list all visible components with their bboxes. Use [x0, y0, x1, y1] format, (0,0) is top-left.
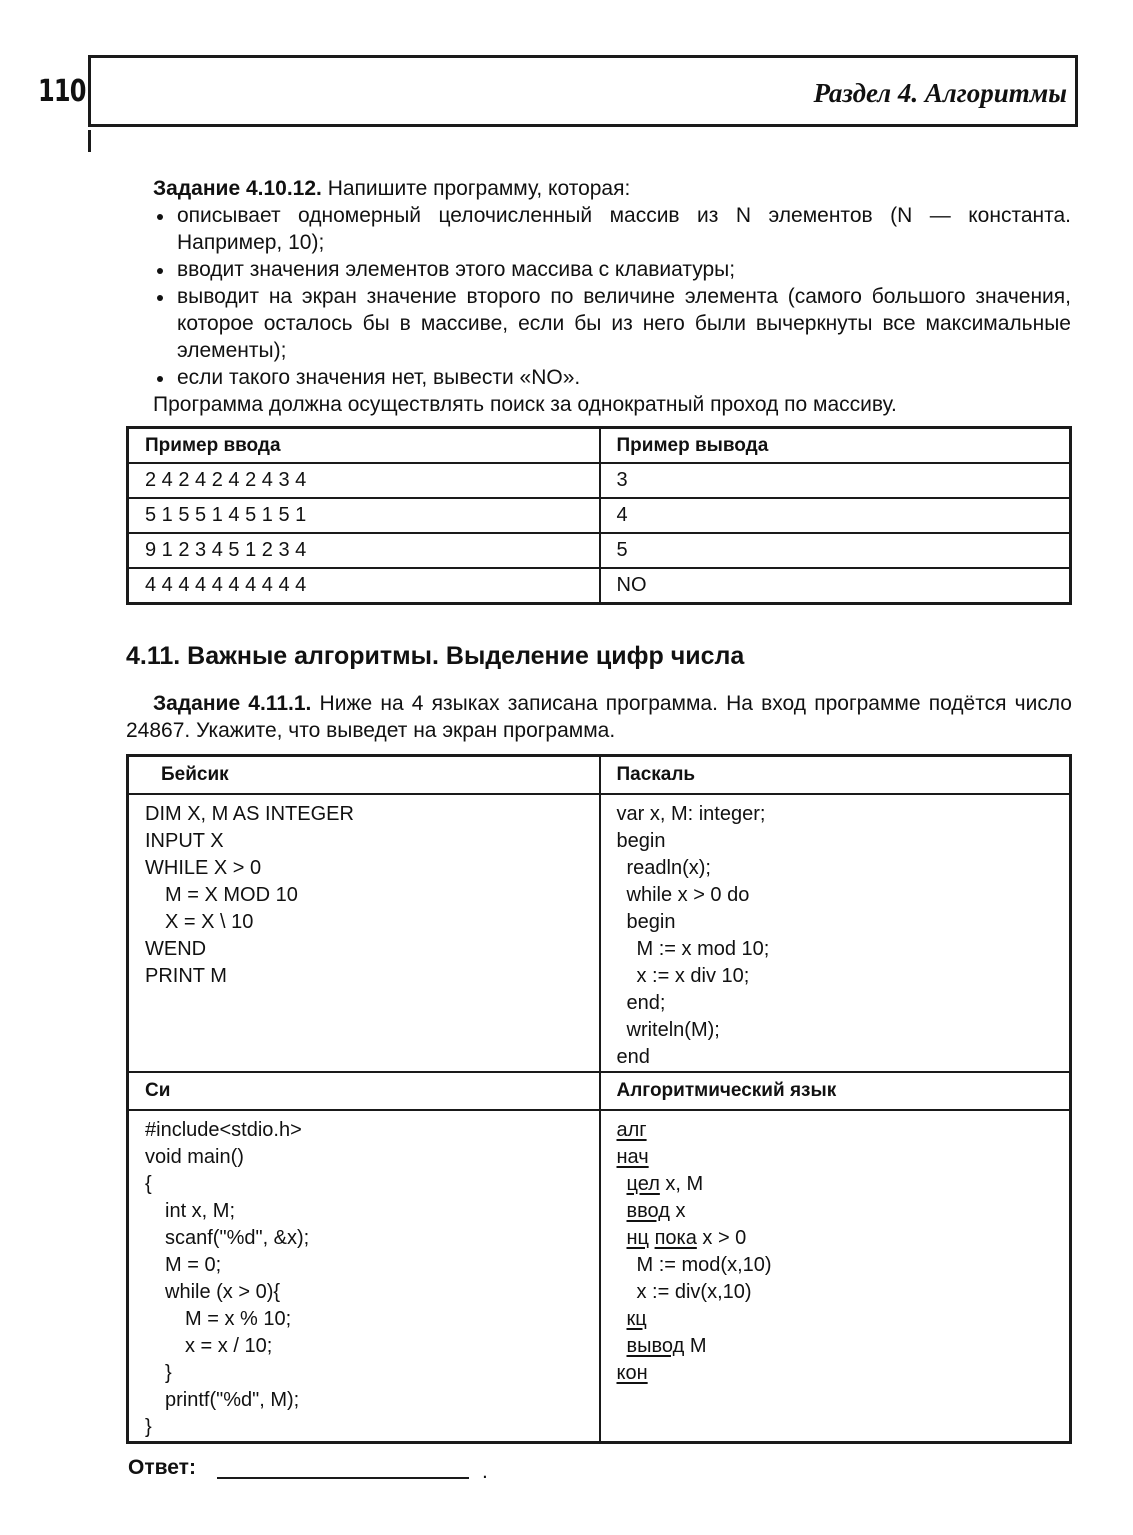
code-line: [617, 1306, 1070, 1333]
table-row: [128, 1110, 1071, 1443]
code-line: }: [165, 1362, 172, 1384]
code-line: writeln(M);: [626, 1019, 720, 1041]
keyword-vyvod: вывод: [626, 1335, 685, 1357]
keyword-kc: кц: [626, 1308, 647, 1330]
keyword-vvod: ввод: [626, 1200, 670, 1222]
code-line: [617, 1198, 1070, 1225]
answer-label: Ответ:: [128, 1456, 196, 1479]
code-line: DIM X, M AS INTEGER: [145, 803, 354, 825]
task-label: Задание 4.10.12.: [153, 177, 322, 200]
table-row: [128, 794, 1071, 1072]
output-cell: 3: [600, 463, 1071, 498]
alg-header: Алгоритмический язык: [600, 1072, 1071, 1110]
code-line: end;: [626, 992, 666, 1014]
input-cell: 2 4 2 4 2 4 2 4 3 4: [128, 463, 600, 498]
code-line: X = X \ 10: [165, 911, 254, 933]
section-heading: 4.11. Важные алгоритмы. Выделение цифр числа: [126, 642, 745, 670]
code-line: INPUT X: [145, 830, 224, 852]
code-line: readln(x);: [626, 857, 711, 879]
keyword-nc: нц: [626, 1227, 649, 1249]
list-item: если такого значения нет, вывести «NO».: [153, 364, 1071, 391]
keyword-kon: кон: [616, 1362, 648, 1384]
code-table: [126, 754, 1072, 1444]
code-line: x := div(x,10): [636, 1281, 752, 1303]
code-line: int x, M;: [165, 1200, 236, 1222]
table-row: [128, 568, 1071, 604]
code-line: M = x % 10;: [185, 1308, 292, 1330]
code-line: #include<stdio.h>: [145, 1119, 302, 1141]
code-line: end: [616, 1046, 650, 1068]
output-cell: 5: [600, 533, 1071, 568]
code-line: PRINT M: [145, 965, 227, 987]
task-4-11-1: [126, 690, 1072, 744]
code-line: }: [145, 1416, 152, 1438]
table-header-row: [128, 428, 1071, 464]
c-code: [128, 1110, 600, 1443]
answer-dot: .: [482, 1460, 488, 1483]
code-line: begin: [616, 830, 666, 852]
input-cell: 4 4 4 4 4 4 4 4 4 4: [128, 568, 600, 604]
list-item: вводит значения элементов этого массива с клавиатуры;: [153, 256, 1071, 283]
code-line: [617, 1144, 1070, 1171]
table-header-row: [128, 756, 1071, 795]
column-header-input: Пример ввода: [128, 428, 600, 464]
pascal-code: [600, 794, 1071, 1072]
output-cell: NO: [600, 568, 1071, 604]
section-running-title: Раздел 4. Алгоритмы: [813, 78, 1067, 108]
table-row: [128, 463, 1071, 498]
page-number: 110: [38, 74, 86, 109]
code-line: begin: [626, 911, 676, 933]
keyword-cel: цел: [626, 1173, 660, 1195]
pascal-header: Паскаль: [600, 756, 1071, 795]
basic-header: Бейсик: [128, 756, 600, 795]
code-line: [617, 1225, 1070, 1252]
code-line: WEND: [145, 938, 207, 960]
output-cell: 4: [600, 498, 1071, 533]
list-item: выводит на экран значение второго по величине элемента (самого большого значения, которое осталось бы в массиве, если бы из него были вычеркнуты все максимальные элементы);: [153, 283, 1071, 364]
column-header-output: Пример вывода: [600, 428, 1071, 464]
code-line: M := x mod 10;: [636, 938, 770, 960]
code-line: scanf("%d", &x);: [165, 1227, 310, 1249]
input-cell: 9 1 2 3 4 5 1 2 3 4: [128, 533, 600, 568]
code-line: WHILE X > 0: [145, 857, 262, 879]
task-intro-text: Напишите программу, которая:: [327, 177, 631, 200]
code-line: M := mod(x,10): [636, 1254, 772, 1276]
code-line: while x > 0 do: [626, 884, 750, 906]
code-line: printf("%d", M);: [165, 1389, 300, 1411]
code-line: x = x / 10;: [185, 1335, 273, 1357]
code-line: [617, 1171, 1070, 1198]
list-item: описывает одномерный целочисленный массив из N элементов (N — константа. Например, 10);: [153, 202, 1071, 256]
code-text: x: [669, 1200, 686, 1222]
code-text: M: [684, 1335, 707, 1357]
keyword-nach: нач: [616, 1146, 649, 1168]
code-line: [617, 1360, 1070, 1387]
code-line: M = 0;: [165, 1254, 222, 1276]
code-line: M = X MOD 10: [165, 884, 298, 906]
code-line: {: [145, 1173, 152, 1195]
basic-code: [128, 794, 600, 1072]
code-line: void main(): [145, 1146, 244, 1168]
input-cell: 5 1 5 5 1 4 5 1 5 1: [128, 498, 600, 533]
alg-code: [600, 1110, 1071, 1443]
code-line: [617, 1117, 1070, 1144]
c-header: Си: [128, 1072, 600, 1110]
keyword-alg: алг: [616, 1119, 647, 1141]
keyword-poka: пока: [654, 1227, 697, 1249]
running-header: [88, 55, 1078, 127]
task-text: Ниже на 4 языках записана программа. На вход программе подётся число 24867. Укажите, что выведет на экран программа.: [126, 692, 1072, 742]
task-4-10-12: [153, 175, 1071, 418]
task-label: Задание 4.11.1.: [153, 692, 312, 715]
task-intro: [153, 175, 1071, 202]
table-row: [128, 498, 1071, 533]
code-line: [617, 1333, 1070, 1360]
code-text: x, M: [659, 1173, 704, 1195]
code-text: x > 0: [696, 1227, 747, 1249]
code-line: var x, M: integer;: [616, 803, 766, 825]
table-header-row: [128, 1072, 1071, 1110]
code-line: while (x > 0){: [165, 1281, 281, 1303]
examples-table: [126, 426, 1072, 605]
requirements-list: [153, 202, 1071, 391]
table-row: [128, 533, 1071, 568]
answer-blank-line: [217, 1477, 469, 1479]
task-note: Программа должна осуществлять поиск за однократный проход по массиву.: [153, 393, 897, 416]
code-line: x := x div 10;: [636, 965, 750, 987]
